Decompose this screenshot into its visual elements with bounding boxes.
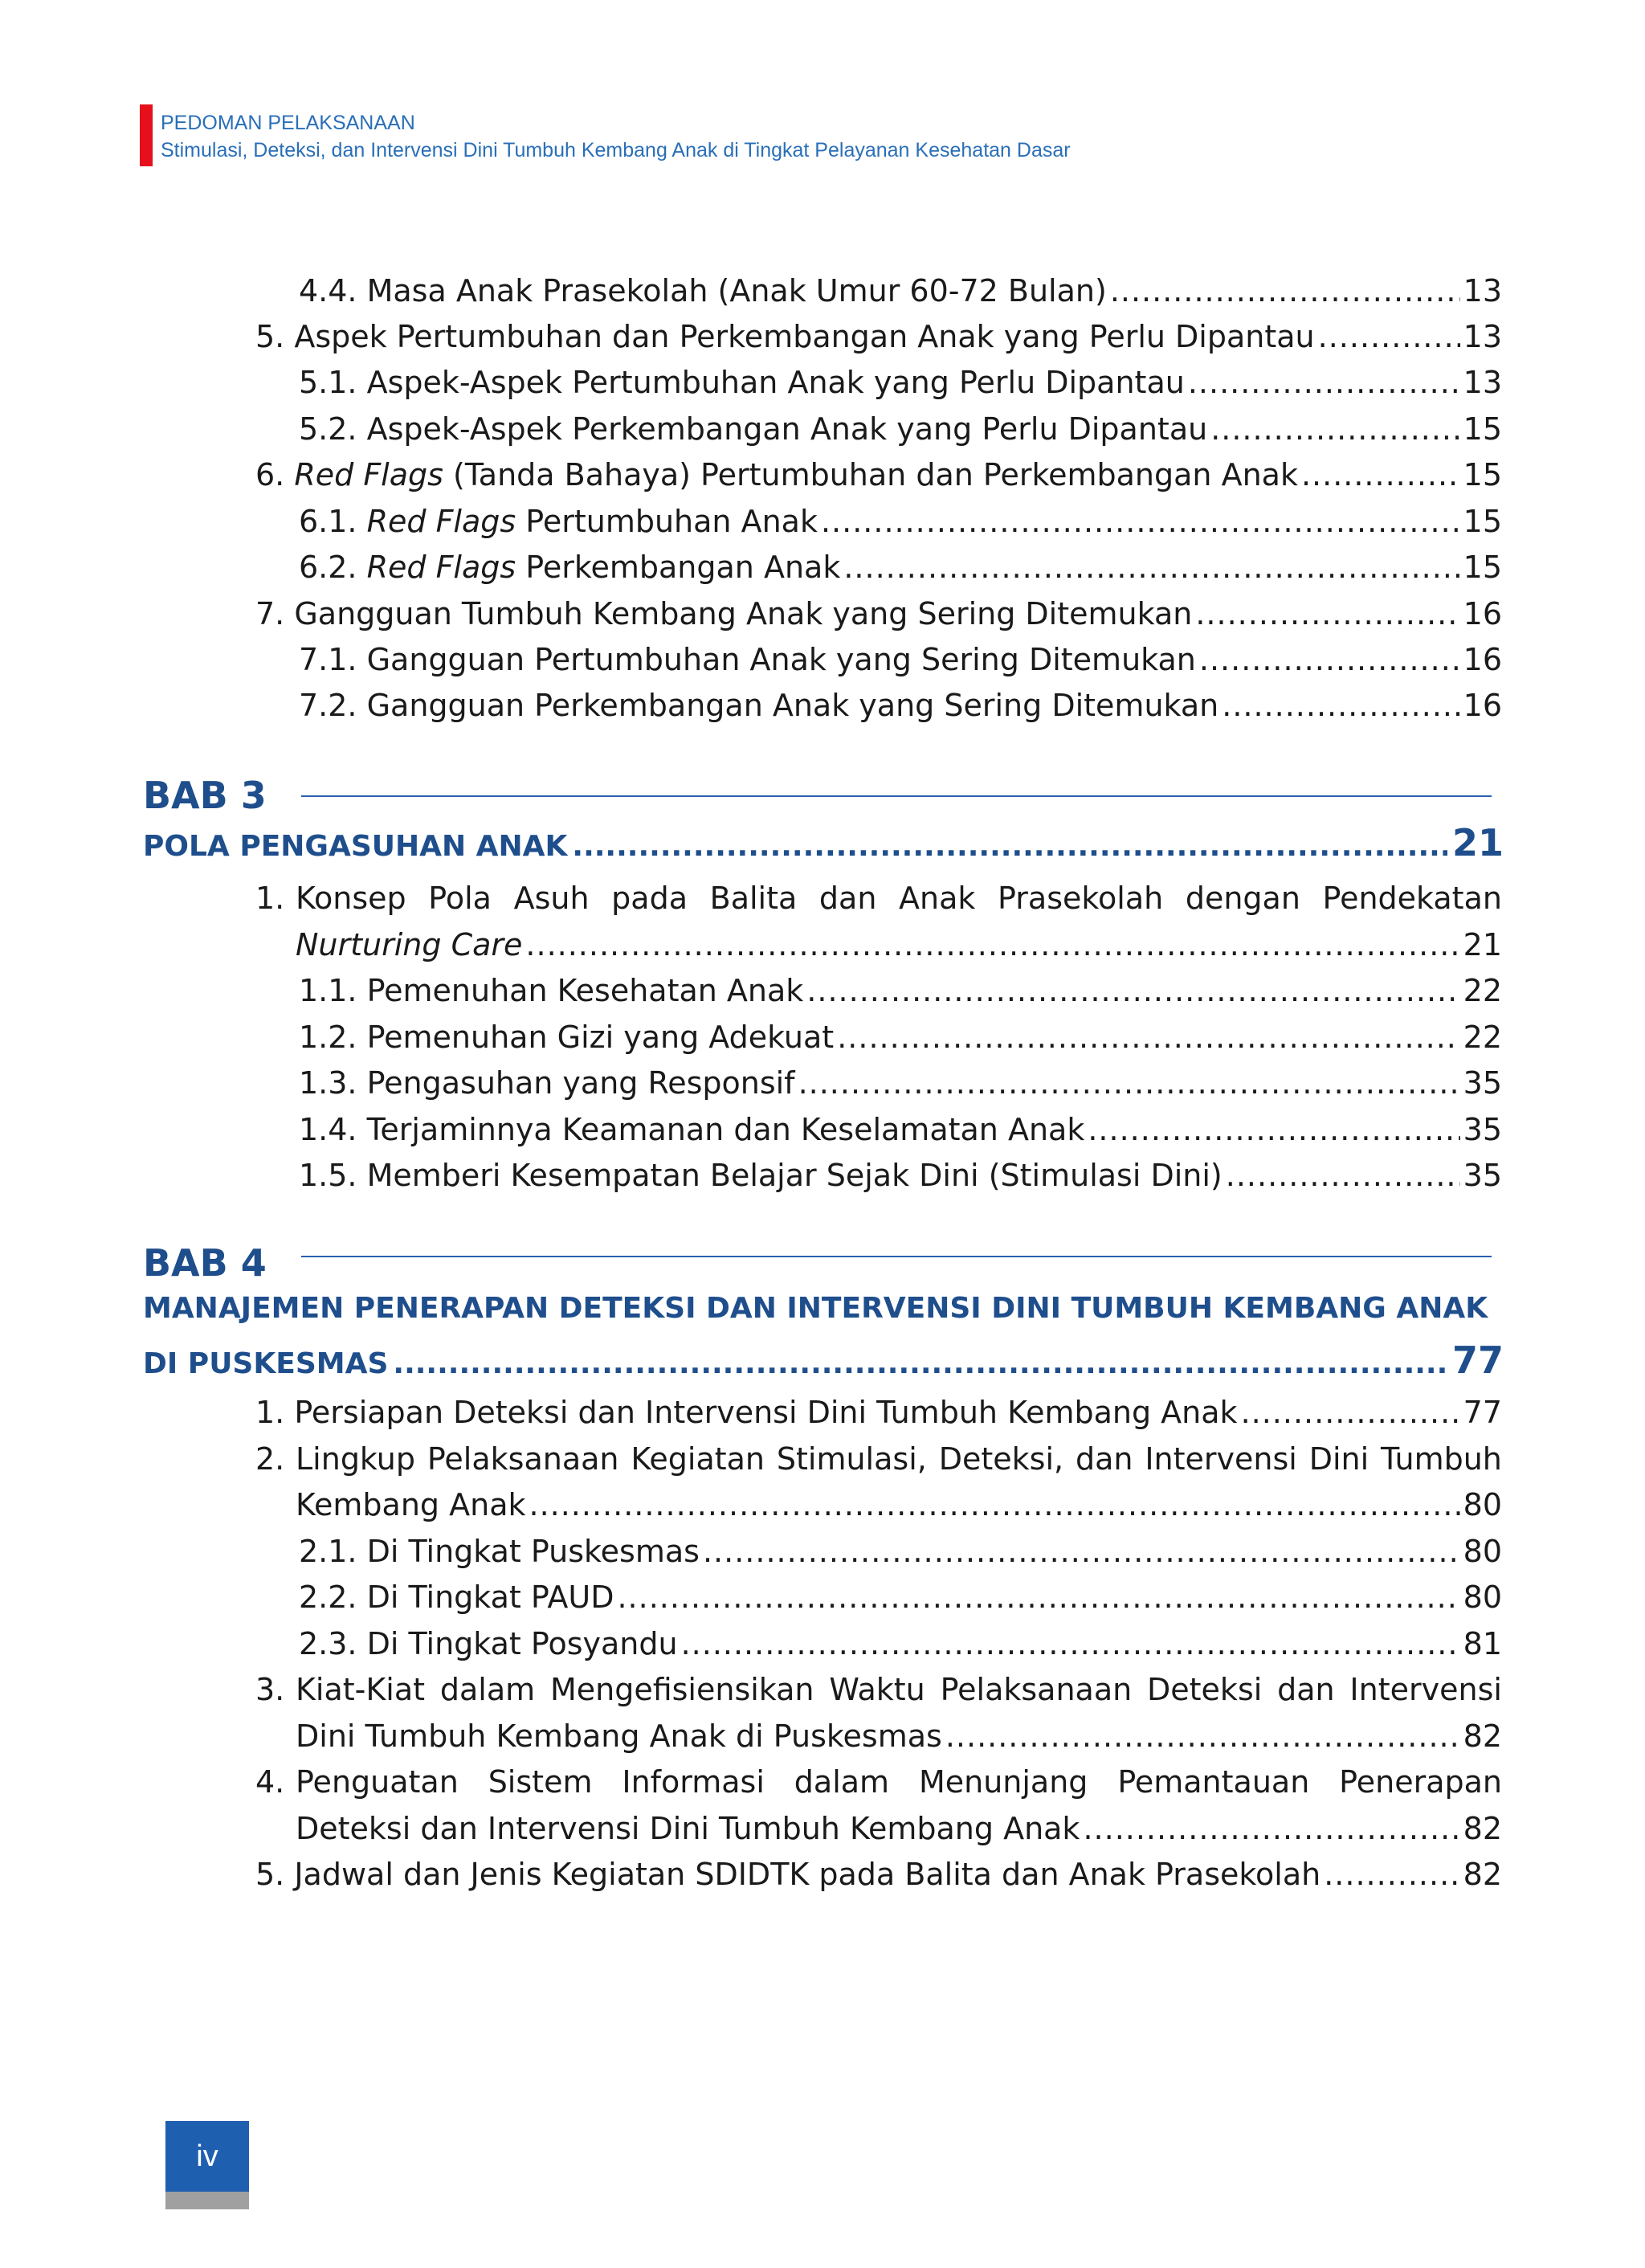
toc-entry[interactable]: 2.1. Di Tingkat Puskesmas ..... 80 (299, 1529, 1502, 1574)
toc-entry[interactable]: 2.3. Di Tingkat Posyandu ..... 81 (299, 1621, 1502, 1666)
chapter-title-entry[interactable]: POLA PENGASUHAN ANAK ..... 21 (143, 821, 1504, 864)
toc-entry[interactable]: Deteksi dan Intervensi Dini Tumbuh Kembang Anak ..... 82 (296, 1806, 1502, 1851)
toc-entry[interactable]: 5.2. Aspek-Aspek Perkembangan Anak yang Perlu Dipantau ..... 15 (299, 407, 1502, 452)
toc-entry[interactable]: 6.2. Red Flags Perkembangan Anak ..... 15 (299, 545, 1502, 590)
toc-entry[interactable]: 7. Gangguan Tumbuh Kembang Anak yang Sering Ditemukan ..... 16 (255, 591, 1502, 636)
page-number-shadow (165, 2192, 249, 2209)
toc-item-number: 2. (255, 1441, 285, 1477)
toc-entry[interactable]: 6. Red Flags (Tanda Bahaya) Pertumbuhan dan Perkembangan Anak ..... 15 (255, 452, 1502, 497)
chapter-rule (301, 795, 1492, 797)
header-title: PEDOMAN PELAKSANAAN (161, 112, 415, 134)
toc-entry[interactable]: 2.2. Di Tingkat PAUD ..... 80 (299, 1575, 1502, 1620)
toc-entry[interactable]: 5.1. Aspek-Aspek Pertumbuhan Anak yang Perlu Dipantau ..... 13 (299, 360, 1502, 405)
toc-entry[interactable]: 1.5. Memberi Kesempatan Belajar Sejak Dini (Stimulasi Dini) ..... 35 (299, 1153, 1502, 1198)
page-number: iv (196, 2139, 218, 2173)
toc-entry-line[interactable]: Kiat-Kiat dalam Mengefisiensikan Waktu Pelaksanaan Deteksi dan Intervensi (296, 1672, 1502, 1707)
toc-entry[interactable]: 1.3. Pengasuhan yang Responsif ..... 35 (299, 1060, 1502, 1105)
toc-entry[interactable]: 5. Aspek Pertumbuhan dan Perkembangan Anak yang Perlu Dipantau ..... 13 (255, 314, 1502, 359)
toc-item-number: 1. (255, 881, 285, 916)
toc-entry[interactable]: 1.2. Pemenuhan Gizi yang Adekuat ..... 22 (299, 1015, 1502, 1060)
chapter-label: BAB 4 (143, 1241, 267, 1285)
toc-entry-line[interactable]: Penguatan Sistem Informasi dalam Menunjang Pemantauan Penerapan (296, 1764, 1502, 1800)
toc-entry[interactable]: Dini Tumbuh Kembang Anak di Puskesmas ..... 82 (296, 1714, 1502, 1759)
chapter-title-line: MANAJEMEN PENERAPAN DETEKSI DAN INTERVENSI DINI TUMBUH KEMBANG ANAK (143, 1292, 1488, 1325)
toc-item-number: 4. (255, 1764, 285, 1800)
toc-entry-line[interactable]: Lingkup Pelaksanaan Kegiatan Stimulasi, Deteksi, dan Intervensi Dini Tumbuh (296, 1441, 1502, 1477)
chapter-title-entry[interactable]: DI PUSKESMAS ..... 77 (143, 1338, 1504, 1382)
toc-item-number: 3. (255, 1672, 285, 1707)
toc-entry[interactable]: 6.1. Red Flags Pertumbuhan Anak ..... 15 (299, 499, 1502, 544)
chapter-rule (301, 1256, 1492, 1257)
toc-entry[interactable]: Nurturing Care ..... 21 (296, 922, 1502, 967)
toc-entry[interactable]: 1.1. Pemenuhan Kesehatan Anak ..... 22 (299, 968, 1502, 1013)
header-subtitle: Stimulasi, Deteksi, dan Intervensi Dini Tumbuh Kembang Anak di Tingkat Pelayanan Kesehatan Dasar (161, 139, 1071, 161)
toc-entry[interactable]: 1.4. Terjaminnya Keamanan dan Keselamatan Anak ..... 35 (299, 1107, 1502, 1152)
header-accent-bar (140, 104, 153, 166)
running-header (161, 109, 1071, 164)
chapter-label: BAB 3 (143, 774, 267, 817)
toc-entry[interactable]: 5. Jadwal dan Jenis Kegiatan SDIDTK pada Balita dan Anak Prasekolah ..... 82 (255, 1852, 1502, 1897)
toc-entry-line[interactable]: Konsep Pola Asuh pada Balita dan Anak Prasekolah dengan Pendekatan (296, 881, 1502, 916)
toc-entry[interactable]: 1. Persiapan Deteksi dan Intervensi Dini Tumbuh Kembang Anak ..... 77 (255, 1390, 1502, 1435)
toc-entry[interactable]: 7.1. Gangguan Pertumbuhan Anak yang Sering Ditemukan ..... 16 (299, 637, 1502, 682)
toc-entry[interactable]: 7.2. Gangguan Perkembangan Anak yang Sering Ditemukan ..... 16 (299, 683, 1502, 728)
toc-entry[interactable]: 4.4. Masa Anak Prasekolah (Anak Umur 60-72 Bulan) ..... 13 (299, 268, 1502, 313)
toc-entry[interactable]: Kembang Anak ..... 80 (296, 1482, 1502, 1527)
